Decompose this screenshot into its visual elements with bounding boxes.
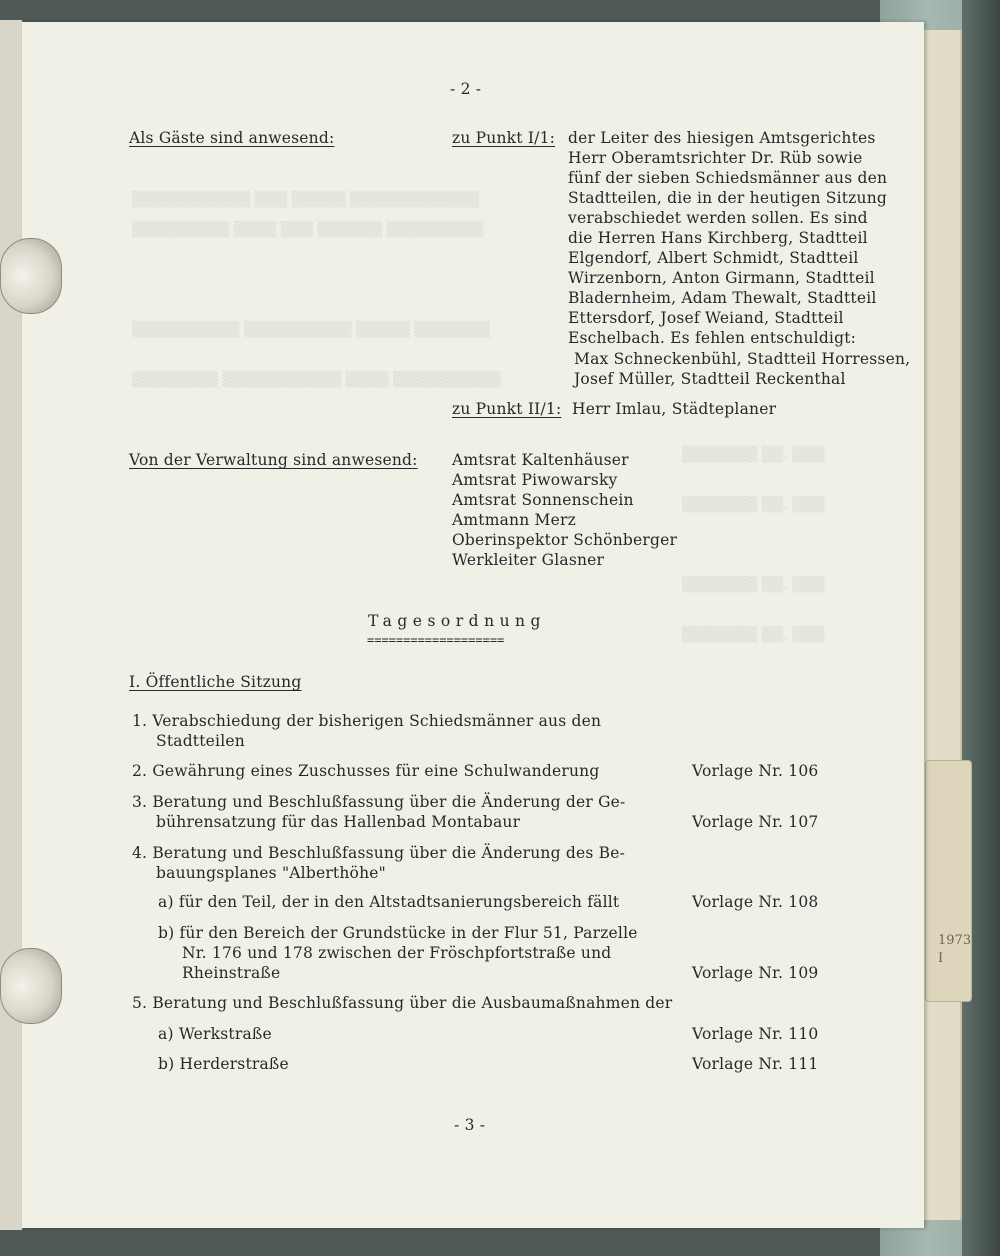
agenda-item-4a: a) für den Teil, der in den Altstadtsanierungsbereich fällt — [158, 893, 620, 911]
agenda-item-4b-cont: Rheinstraße — [182, 964, 281, 982]
bleed-through-text: ▒▒▒▒▒▒▒▒▒▒▒ ▒▒▒ ▒▒▒▒▒ ▒▒▒▒▒▒▒▒▒▒▒▒ — [132, 192, 480, 208]
agenda-item-3-ref: Vorlage Nr. 107 — [692, 813, 819, 831]
point-1-line: Bladernheim, Adam Thewalt, Stadtteil — [568, 289, 877, 307]
bleed-through-text: ▒▒▒▒▒▒▒▒▒ ▒▒▒▒ ▒▒▒ ▒▒▒▒▒▒ ▒▒▒▒▒▒▒▒▒ — [132, 222, 484, 238]
agenda-item-5a-ref: Vorlage Nr. 110 — [692, 1025, 819, 1043]
bleed-through-text: ▒▒▒▒▒▒▒ ▒▒. ▒▒▒ — [682, 497, 825, 513]
guests-label: Als Gäste sind anwesend: — [129, 129, 335, 147]
admin-name: Amtsrat Piwowarsky — [452, 471, 618, 489]
admin-name: Oberinspektor Schönberger — [452, 531, 678, 549]
point-1-label: zu Punkt I/1: — [452, 129, 556, 147]
point-1-line: Stadtteilen, die in der heutigen Sitzung — [568, 189, 888, 207]
admin-name: Amtmann Merz — [452, 511, 576, 529]
section-heading: I. Öffentliche Sitzung — [129, 673, 302, 691]
agenda-title-rule: =================== — [367, 633, 505, 647]
agenda-item-3-cont: bührensatzung für das Hallenbad Montabaur — [156, 813, 521, 831]
agenda-item-4b-cont: Nr. 176 und 178 zwischen der Fröschpfortstraße und — [182, 944, 612, 962]
admin-label: Von der Verwaltung sind anwesend: — [129, 451, 418, 469]
bleed-through-text: ▒▒▒▒▒▒▒ ▒▒. ▒▒▒ — [682, 577, 825, 593]
agenda-item-4: 4. Beratung und Beschlußfassung über die Änderung des Be- — [132, 844, 626, 862]
binder-tab-year: 1973 — [938, 933, 972, 948]
agenda-title: Tagesordnung — [368, 612, 546, 630]
point-2-label: zu Punkt II/1: — [452, 400, 562, 418]
point-1-line: Ettersdorf, Josef Weiand, Stadtteil — [568, 309, 844, 327]
point-1-line: verabschiedet werden sollen. Es sind — [568, 209, 868, 227]
point-1-line: die Herren Hans Kirchberg, Stadtteil — [568, 229, 868, 247]
page-number-bottom: - 3 - — [454, 1116, 486, 1134]
agenda-item-2: 2. Gewährung eines Zuschusses für eine Schulwanderung — [132, 762, 600, 780]
admin-name: Werkleiter Glasner — [452, 551, 605, 569]
agenda-item-4b: b) für den Bereich der Grundstücke in der Flur 51, Parzelle — [158, 924, 638, 942]
agenda-item-5b-ref: Vorlage Nr. 111 — [692, 1055, 819, 1073]
agenda-item-4b-ref: Vorlage Nr. 109 — [692, 964, 819, 982]
binder-ring-bottom — [0, 948, 62, 1024]
binder-edge — [962, 0, 1000, 1256]
agenda-item-1-cont: Stadtteilen — [156, 732, 245, 750]
agenda-item-5b: b) Herderstraße — [158, 1055, 289, 1073]
point-1-line: Josef Müller, Stadtteil Reckenthal — [574, 370, 846, 388]
point-1-line: der Leiter des hiesigen Amtsgerichtes — [568, 129, 876, 147]
point-2-text: Herr Imlau, Städteplaner — [572, 400, 777, 418]
binder-tab-label — [938, 932, 971, 968]
agenda-item-4a-ref: Vorlage Nr. 108 — [692, 893, 819, 911]
point-1-line: fünf der sieben Schiedsmänner aus den — [568, 169, 888, 187]
binder-ring-top — [0, 238, 62, 314]
page-number-top: - 2 - — [450, 80, 482, 98]
admin-name: Amtsrat Sonnenschein — [452, 491, 634, 509]
bleed-through-text: ▒▒▒▒▒▒▒ ▒▒. ▒▒▒ — [682, 627, 825, 643]
agenda-item-3: 3. Beratung und Beschlußfassung über die Änderung der Ge- — [132, 793, 626, 811]
agenda-item-2-ref: Vorlage Nr. 106 — [692, 762, 819, 780]
previous-page-edge — [0, 20, 22, 1230]
binder-tab-numeral: I — [938, 951, 944, 966]
agenda-item-5a: a) Werkstraße — [158, 1025, 272, 1043]
agenda-item-1: 1. Verabschiedung der bisherigen Schiedsmänner aus den — [132, 712, 602, 730]
point-1-line: Max Schneckenbühl, Stadtteil Horressen, — [574, 350, 911, 368]
bleed-through-text: ▒▒▒▒▒▒▒▒ ▒▒▒▒▒▒▒▒▒▒▒ ▒▒▒▒ ▒▒▒▒▒▒▒▒▒▒ — [132, 372, 501, 388]
point-1-line: Elgendorf, Albert Schmidt, Stadtteil — [568, 249, 859, 267]
document-page — [22, 22, 924, 1228]
point-1-line: Eschelbach. Es fehlen entschuldigt: — [568, 329, 857, 347]
point-1-line: Herr Oberamtsrichter Dr. Rüb sowie — [568, 149, 863, 167]
point-1-line: Wirzenborn, Anton Girmann, Stadtteil — [568, 269, 875, 287]
agenda-item-5: 5. Beratung und Beschlußfassung über die Ausbaumaßnahmen der — [132, 994, 673, 1012]
bleed-through-text: ▒▒▒▒▒▒▒ ▒▒. ▒▒▒ — [682, 447, 825, 463]
bleed-through-text: ▒▒▒▒▒▒▒▒▒▒ ▒▒▒▒▒▒▒▒▒▒ ▒▒▒▒▒ ▒▒▒▒▒▒▒ — [132, 322, 490, 338]
admin-name: Amtsrat Kaltenhäuser — [452, 451, 629, 469]
agenda-item-4-cont: bauungsplanes "Alberthöhe" — [156, 864, 386, 882]
